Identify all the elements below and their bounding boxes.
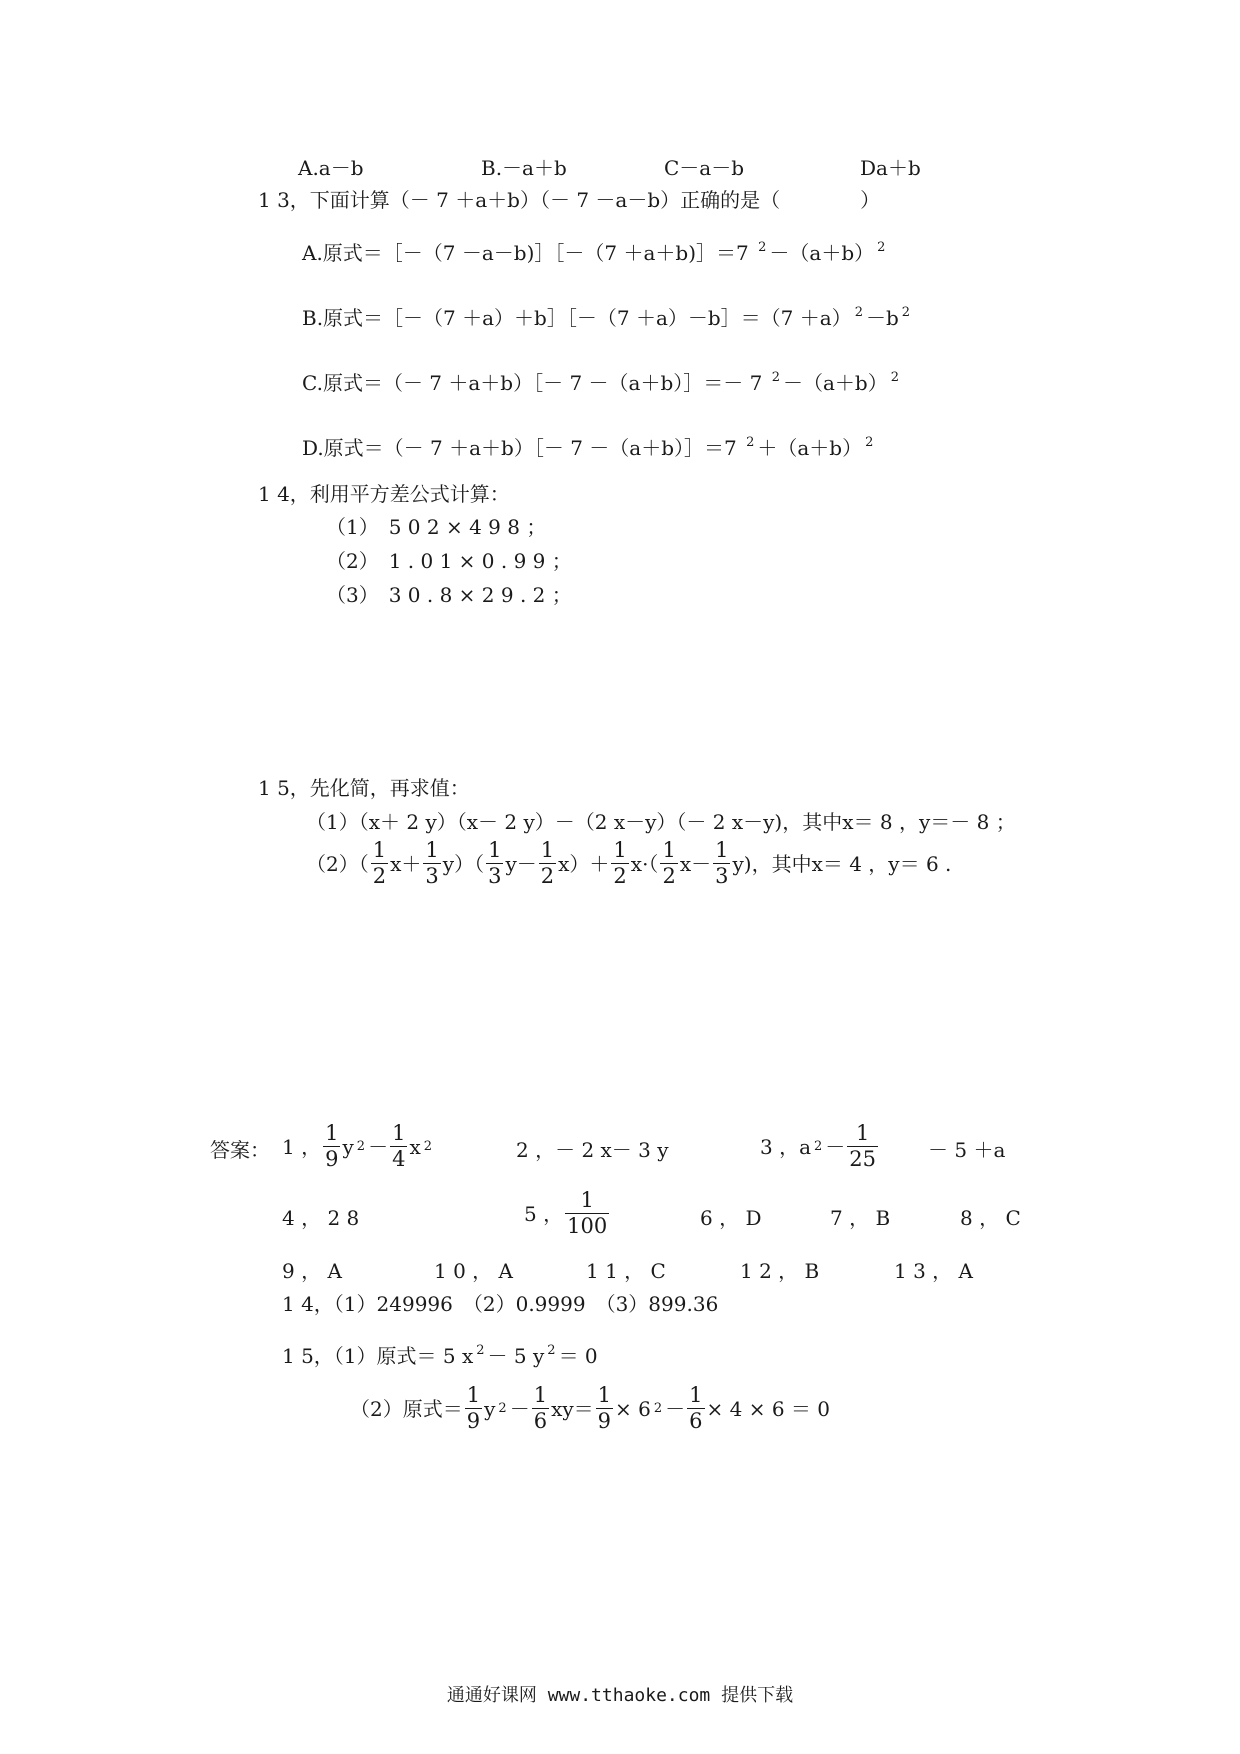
fraction: $\frac{1}{9}$ xyxy=(325,1121,339,1171)
q12-option-a: A.a－b xyxy=(298,156,364,180)
answer-5: 5 ， $\frac{1}{100}$ xyxy=(524,1188,608,1238)
fraction: $\frac{1}{6}$ xyxy=(533,1383,548,1433)
q12-option-b: B.－a＋b xyxy=(481,156,567,180)
answer-1: 1 ， $\frac{1}{9}$ y 2 － $\frac{1}{4}$ x 2 xyxy=(282,1121,432,1171)
q15-stem: 1 5，先化简，再求值： xyxy=(258,776,470,800)
answer-9: 9 ， A xyxy=(282,1259,342,1283)
fraction: $\frac{1}{4}$ xyxy=(392,1121,406,1171)
answer-12: 1 2 ， B xyxy=(740,1259,820,1283)
fraction: $\frac{1}{3}$ xyxy=(488,838,502,888)
q13-stem: 1 3，下面计算（－ 7 ＋a＋b）（－ 7 －a－b）正确的是（ ） xyxy=(258,188,881,212)
q14-stem: 1 4，利用平方差公式计算： xyxy=(258,482,510,506)
answer-3: 3 ，a 2 － $\frac{1}{25}$ xyxy=(760,1121,877,1171)
q13-option-b: B.原式＝［－（7 ＋a）＋b］［－（7 ＋a）－b］＝（7 ＋a） $^2$ －b $^2$ xyxy=(302,305,911,330)
fraction: $\frac{1}{9}$ xyxy=(466,1383,481,1433)
fraction: $\frac{1}{100}$ xyxy=(567,1188,608,1238)
answer-3-b: － 5 ＋a xyxy=(928,1138,1006,1162)
answer-6: 6 ， D xyxy=(700,1206,762,1230)
fraction: $\frac{1}{9}$ xyxy=(597,1383,612,1433)
fraction: $\frac{1}{2}$ xyxy=(662,838,676,888)
answer-11: 1 1 ， C xyxy=(586,1259,666,1283)
answer-13: 1 3 ， A xyxy=(894,1259,973,1283)
fraction: $\frac{1}{2}$ xyxy=(540,838,555,888)
answer-7: 7 ， B xyxy=(830,1206,891,1230)
answers-label: 答案： xyxy=(210,1138,270,1162)
answer-4: 4 ， 2 8 xyxy=(282,1206,360,1230)
fraction: $\frac{1}{3}$ xyxy=(715,838,729,888)
q13-option-a: A.原式＝［－（7 －a－b)］［－（7 ＋a＋b)］＝7 $^2$ －（a＋b） $^2$ xyxy=(302,240,886,265)
fraction: $\frac{1}{2}$ xyxy=(613,838,627,888)
q14-item-3: （3） 3 0 . 8 × 2 9 . 2 ； xyxy=(326,583,572,607)
fraction: $\frac{1}{3}$ xyxy=(425,838,439,888)
answer-10: 1 0 ， A xyxy=(434,1259,513,1283)
answer-15-part-2: （2）原式＝ $\frac{1}{9}$ y 2 － $\frac{1}{6}$ xy＝ $\frac{1}{9}$ × 6 2 － $\frac{1}{6}$ × 4 × 6 ＝ 0 xyxy=(350,1383,831,1433)
page-footer: 通通好课网 www.tthaoke.com 提供下载 xyxy=(446,1685,794,1706)
fraction: $\frac{1}{2}$ xyxy=(372,838,387,888)
answer-2: 2 ，－ 2 x－ 3 y xyxy=(516,1138,669,1162)
q15-part-1: （1）（x＋ 2 y）（x－ 2 y）－（2 x－y）（－ 2 x－y)，其中x＝ 8 ，y＝－ 8 ； xyxy=(306,810,1016,834)
fraction: $\frac{1}{25}$ xyxy=(849,1121,877,1171)
fraction: $\frac{1}{6}$ xyxy=(689,1383,703,1433)
q15-part-2: （2）（ $\frac{1}{2}$ x＋ $\frac{1}{3}$ y）（ $\frac{1}{3}$ y－ $\frac{1}{2}$ x）＋ $\frac{1}{2}$ x·（ $\frac{1}{2}$ x－ $\frac{1}{3}$ y)，其中x＝ 4 ，y＝ 6 . xyxy=(306,838,952,888)
answer-15-part-1: 1 5，（1）原式＝ 5 x $^2$ － 5 y $^2$ ＝ 0 xyxy=(282,1343,598,1368)
q13-option-c: C.原式＝（－ 7 ＋a＋b）［－ 7 －（a＋b）］＝－ 7 $^2$ －（a＋b） $^2$ xyxy=(302,370,900,395)
q12-option-c: C－a－b xyxy=(664,156,745,180)
q13-option-d: D.原式＝（－ 7 ＋a＋b）［－ 7 －（a＋b）］＝7 $^2$ ＋（a＋b） $^2$ xyxy=(302,435,874,460)
q12-option-d: Da＋b xyxy=(860,156,921,180)
q14-item-2: （2） 1 . 0 1 × 0 . 9 9 ； xyxy=(326,549,572,573)
q14-item-1: （1） 5 0 2 × 4 9 8 ； xyxy=(326,515,547,539)
answer-14: 1 4，（1）249996 （2）0.9999 （3）899.36 xyxy=(282,1292,719,1316)
answer-8: 8 ， C xyxy=(960,1206,1021,1230)
